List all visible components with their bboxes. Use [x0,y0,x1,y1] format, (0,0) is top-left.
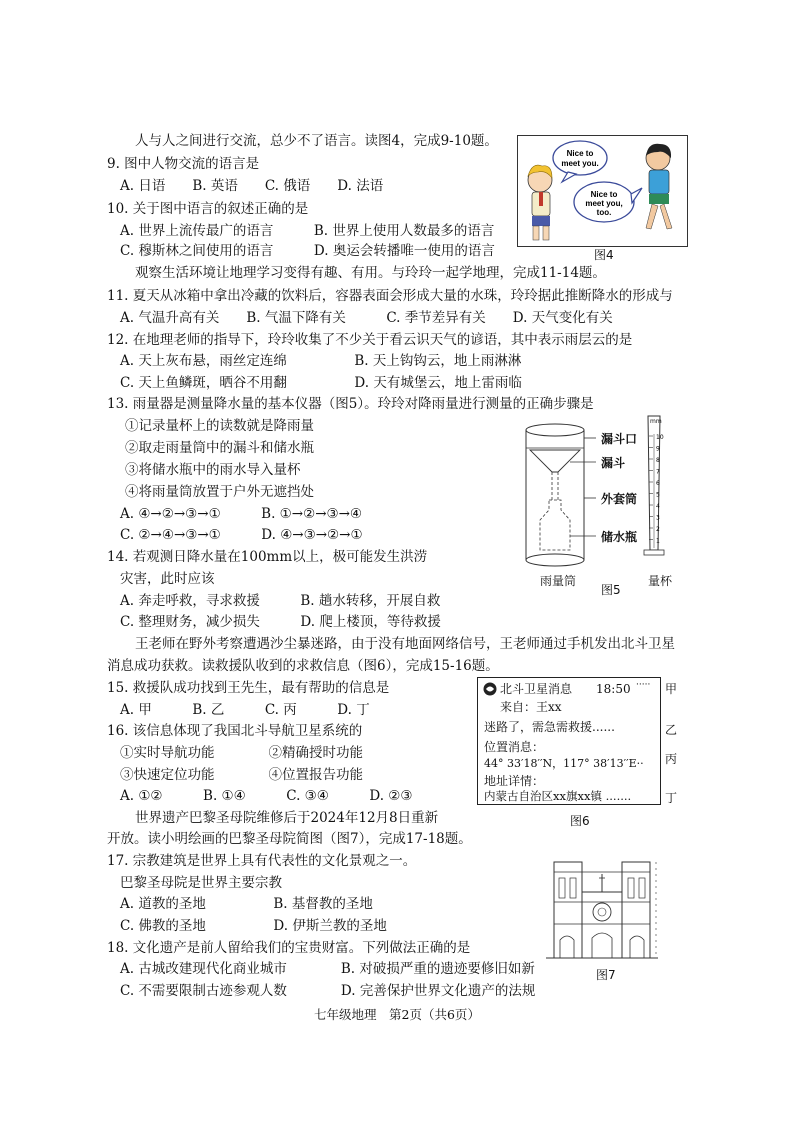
figure-6-caption: 图6 [570,814,590,828]
question-14: 14. 若观测日降水量在100mm以上，极可能发生洪涝 [107,549,428,565]
figure-5-caption: 图5 [601,583,621,597]
intro-text: 消息成功获救。读救援队收到的求救信息（图6），完成15-16题。 [107,658,499,674]
intro-text: 开放。读小明绘画的巴黎圣母院简图（图7），完成17-18题。 [107,831,472,847]
options-11: A. 气温升高有关 B. 气温下降有关 C. 季节差异有关 D. 天气变化有关 [120,310,613,326]
bubble2-line2: meet you, [585,199,623,208]
options-14a: A. 奔走呼救，寻求救援 B. 趟水转移，开展自救 [120,593,441,609]
dark-hair-boy-figure [646,144,672,229]
bubble2-line3: too. [596,208,612,217]
bubble2-line1: Nice to [590,190,618,199]
label-measuring-cup: 量杯 [648,574,673,588]
cup-tick-label: 8 [656,457,660,464]
beidou-logo-icon [483,682,497,696]
options-18a: A. 古城改建现代化商业城市 B. 对破损严重的遗迹要修旧如新 [120,961,535,977]
figure-7 [546,852,661,962]
options-15: A. 甲 B. 乙 C. 丙 D. 丁 [120,702,370,718]
cup-tick-label: 7 [656,468,660,476]
cup-tick-label: 3 [656,514,660,522]
conversation-illustration [518,136,687,246]
cup-tick-label: 6 [656,480,660,487]
cup-tick-label: 4 [656,503,660,510]
intro-text: 世界遗产巴黎圣母院维修后于2024年12月8日重新 [135,810,439,826]
message-address: 内蒙古自治区xx旗xx镇 ....... [484,789,632,803]
label-funnel-mouth: 漏斗口 [601,432,638,446]
question-18: 18. 文化遗产是前人留给我们的宝贵财富。下列做法正确的是 [107,940,471,956]
question-9: 9. 图中人物交流的语言是 [107,156,260,172]
cup-tick-label: 5 [656,491,660,499]
options-17a: A. 道教的圣地 B. 基督教的圣地 [120,896,373,912]
intro-text: 人与人之间进行交流，总少不了语言。读图4，完成9-10题。 [135,133,498,149]
step: ①实时导航功能 ②精确授时功能 [120,745,363,761]
step: ③将储水瓶中的雨水导入量杯 [125,462,301,478]
options-16: A. ①② B. ①④ C. ③④ D. ②③ [120,788,413,804]
bubble1-line2: meet you. [561,159,599,168]
message-location-label: 位置消息： [484,740,545,754]
side-label-bing: 丙 [665,752,678,766]
message-sender: 来自：王xx [500,700,562,714]
options-14b: C. 整理财务，减少损失 D. 爬上楼顶，等待救援 [120,614,441,630]
cup-tick-label: 2 [656,526,660,533]
options-17b: C. 佛教的圣地 D. 伊斯兰教的圣地 [120,918,387,934]
question-11: 11. 夏天从冰箱中拿出冷藏的饮料后，容器表面会形成大量的水珠，玲玲据此推断降水的形成与 [107,288,673,304]
question-15: 15. 救援队成功找到王先生，最有帮助的信息是 [107,680,390,696]
step: ②取走雨量筒中的漏斗和储水瓶 [125,440,314,456]
question-17-cont: 巴黎圣母院是世界主要宗教 [120,875,282,891]
figure-6-message-box [477,677,661,805]
options-13a: A. ④→②→③→① B. ①→②→③→④ [120,506,363,522]
figure-4 [517,135,688,247]
side-label-jia: 甲 [665,682,678,696]
message-row-yi: 迷路了，需急需救援...... [484,720,615,734]
question-10: 10. 关于图中语言的叙述正确的是 [107,201,309,217]
cup-tick-label: 1 [656,537,660,545]
question-13: 13. 雨量器是测量降水量的基本仪器（图5）。玲玲对降雨量进行测量的正确步骤是 [107,396,594,412]
step: ①记录量杯上的读数就是降雨量 [125,418,314,434]
side-label-ding: 丁 [665,791,678,805]
label-bottle: 储水瓶 [601,530,638,544]
message-address-label: 地址详情： [484,774,545,788]
label-mm: mm [650,418,662,425]
bubble1-line1: Nice to [566,149,594,158]
question-17: 17. 宗教建筑是世界上具有代表性的文化景观之一。 [107,853,417,869]
cup-tick-label: 10 [656,434,664,441]
label-funnel: 漏斗 [601,456,626,470]
step: ④将雨量筒放置于户外无遮挡处 [125,484,314,500]
notre-dame-sketch [546,852,661,962]
options-12a: A. 天上灰布悬，雨丝定连绵 B. 天上钩钩云，地上雨淋淋 [120,353,522,369]
options-10b: C. 穆斯林之间使用的语言 D. 奥运会转播唯一使用的语言 [120,243,495,259]
side-label-yi: 乙 [665,723,678,737]
step: ③快速定位功能 ④位置报告功能 [120,767,363,783]
options-13b: C. ②→④→③→① D. ④→③→②→① [120,527,363,543]
options-18b: C. 不需要限制古迹参观人数 D. 完善保护世界文化遗产的法规 [120,983,536,999]
figure-4-caption: 图4 [594,248,614,262]
message-time: 18:50 [596,682,631,696]
question-14-cont: 灾害，此时应该 [120,571,215,587]
options-10a: A. 世界上流传最广的语言 B. 世界上使用人数最多的语言 [120,223,495,239]
intro-text: 观察生活环境让地理学习变得有趣、有用。与玲玲一起学地理，完成11-14题。 [135,265,606,281]
label-rain-gauge: 雨量筒 [540,574,577,588]
question-12: 12. 在地理老师的指导下，玲玲收集了不少关于看云识天气的谚语，其中表示雨层云的是 [107,332,633,348]
leader-dots: ····· [636,680,651,690]
figure-5 [510,410,690,600]
question-16: 16. 该信息体现了我国北斗导航卫星系统的 [107,723,363,739]
label-outer-cylinder: 外套筒 [601,492,638,506]
intro-text: 王老师在野外考察遭遇沙尘暴迷路，由于没有地面网络信号，王老师通过手机发出北斗卫星 [135,636,675,652]
message-coordinates: 44° 33′18′′N，117° 38′13′′E·· [484,757,644,770]
options-12b: C. 天上鱼鳞斑，晒谷不用翻 D. 天有城堡云，地上雷雨临 [120,375,522,391]
options-9: A. 日语 B. 英语 C. 俄语 D. 法语 [120,178,384,194]
cup-tick-label: 9 [656,445,660,453]
page-footer: 七年级地理 第2页（共6页） [314,1007,480,1022]
message-title: 北斗卫星消息 [500,682,573,696]
blond-boy-figure [528,165,552,240]
figure-7-caption: 图7 [596,968,616,982]
